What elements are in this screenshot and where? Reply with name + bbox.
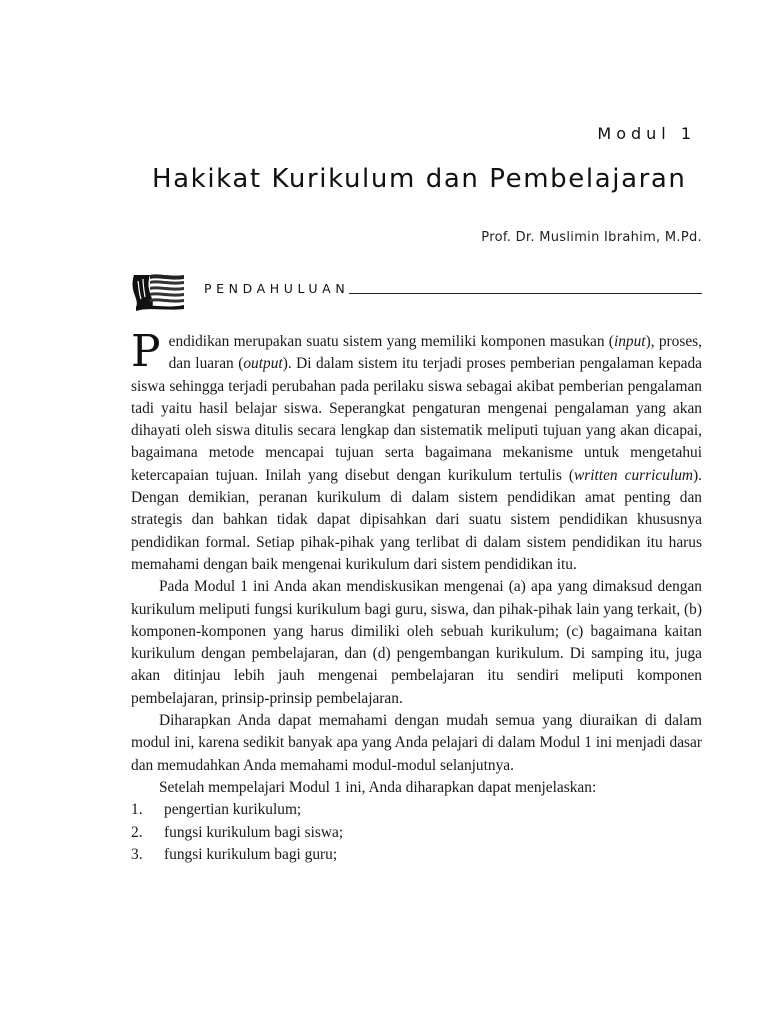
paragraph-1 (131, 326, 703, 576)
page-title: Hakikat Kurikulum dan Pembelajaran (152, 164, 687, 194)
text-run: ), proses, dan luaran ( (168, 333, 702, 373)
list-item (131, 822, 702, 844)
objectives-list (131, 799, 702, 866)
list-number: 3. (131, 845, 143, 863)
open-book-icon (130, 271, 186, 311)
list-text: pengertian kurikulum; (164, 801, 302, 819)
list-number: 1. (131, 801, 143, 819)
italic-term: output (243, 355, 283, 373)
list-text: fungsi kurikulum bagi guru; (164, 845, 338, 863)
list-item (131, 844, 702, 866)
list-item (131, 799, 702, 821)
list-number: 2. (131, 823, 143, 841)
module-label: Modul 1 (597, 124, 696, 143)
text-run: endidikan merupakan suatu sistem yang memiliki komponen masukan ( (168, 333, 614, 350)
paragraph-2: Pada Modul 1 ini Anda akan mendiskusikan mengenai (a) apa yang dimaksud dengan kurikulum meliputi fungsi kurikulum bagi guru, siswa, dan pihak-pihak lain yang terkait, (b) komponen-komponen yang harus dimiliki oleh sebuah kurikulum; (c) bagaimana kaitan kurikulum dengan pembelajaran, dan (d) pengembangan kurikulum. Di samping itu, juga akan ditinjau lebih jauh mengenai pembelajaran itu sendiri meliputi komponen pembelajaran, prinsip-prinsip pembelajaran. (131, 578, 702, 707)
paragraph-3: Diharapkan Anda dapat memahami dengan mudah semua yang diuraikan di dalam modul ini, karena sedikit banyak apa yang Anda pelajari di dalam Modul 1 ini menjadi dasar dan memudahkan Anda memahami modul-modul selanjutnya. (131, 712, 702, 774)
section-header (204, 281, 702, 296)
author-name: Prof. Dr. Muslimin Ibrahim, M.Pd. (481, 230, 702, 245)
section-title: PENDAHULUAN (204, 281, 350, 296)
drop-cap: P (131, 326, 161, 377)
italic-term: written curriculum (573, 466, 694, 484)
section-rule (349, 293, 702, 294)
text-run: ). Di dalam sistem itu terjadi proses pemberian pengalaman kepada siswa sehingga terjadi perubahan pada perilaku siswa sebagai akibat pemberian pengalaman tadi yaitu hasil belajar siswa. Seperangkat pengaturan mengenai pengalaman yang akan dihayati oleh siswa ditulis secara lengkap dan sistematik meliputi tujuan yang akan dicapai, bagaimana metode mencapai tujuan serta bagaimana mekanisme untuk mengetahui ketercapaian tujuan. Inilah yang disebut dengan kurikulum tertulis ( (131, 355, 703, 484)
list-text: fungsi kurikulum bagi siswa; (164, 823, 344, 841)
body-text (131, 326, 703, 866)
text-run: ). Dengan demikian, peranan kurikulum di dalam sistem pendidikan amat penting dan strategis dan bahkan tidak dapat dipisahkan dari suatu sistem pendidikan khususnya pendidikan formal. Setiap pihak-pihak yang terlibat di dalam sistem pendidikan itu harus memahami dengan baik mengenai kurikulum dari sistem pendidikan itu. (131, 466, 702, 573)
italic-term: input (613, 333, 646, 350)
paragraph-4: Setelah mempelajari Modul 1 ini, Anda diharapkan dapat menjelaskan: (159, 778, 597, 796)
